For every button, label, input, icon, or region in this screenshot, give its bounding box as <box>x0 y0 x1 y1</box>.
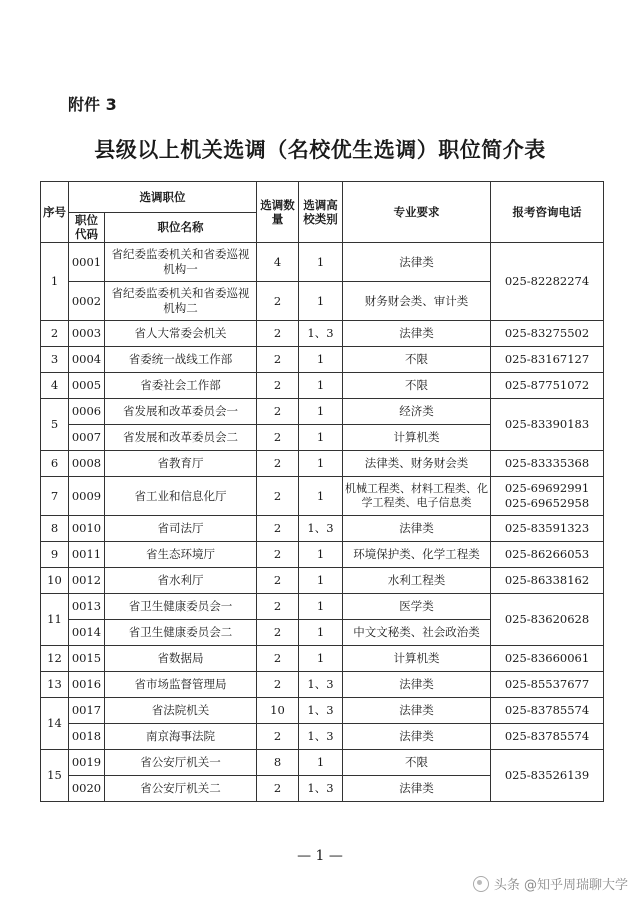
row-type: 1 <box>299 398 343 424</box>
row-type: 1 <box>299 346 343 372</box>
row-code: 0009 <box>69 476 105 515</box>
row-name: 省纪委监委机关和省委巡视机构一 <box>105 242 257 281</box>
row-code: 0007 <box>69 424 105 450</box>
row-name: 省发展和改革委员会二 <box>105 424 257 450</box>
row-code: 0004 <box>69 346 105 372</box>
row-code: 0018 <box>69 723 105 749</box>
row-major: 机械工程类、材料工程类、化学工程类、电子信息类 <box>343 476 491 515</box>
row-count: 2 <box>257 775 299 801</box>
row-major: 经济类 <box>343 398 491 424</box>
row-type: 1 <box>299 645 343 671</box>
row-name: 省市场监督管理局 <box>105 671 257 697</box>
row-code: 0010 <box>69 515 105 541</box>
row-phone: 025-83390183 <box>491 398 604 450</box>
row-name: 省公安厅机关二 <box>105 775 257 801</box>
row-phone: 025-82282274 <box>491 242 604 320</box>
table-row <box>41 372 604 398</box>
row-seq: 7 <box>41 476 69 515</box>
row-phone: 025-83335368 <box>491 450 604 476</box>
row-phone: 025-69692991 <box>504 481 590 496</box>
row-seq: 13 <box>41 671 69 697</box>
row-major: 法律类 <box>343 671 491 697</box>
row-type: 1、3 <box>299 775 343 801</box>
table-row <box>41 476 604 515</box>
row-name: 省数据局 <box>105 645 257 671</box>
row-code: 0015 <box>69 645 105 671</box>
row-seq: 6 <box>41 450 69 476</box>
row-major: 环境保护类、化学工程类 <box>343 541 491 567</box>
table-row <box>41 450 604 476</box>
row-phone: 025-83591323 <box>491 515 604 541</box>
row-phone: 025-83167127 <box>491 346 604 372</box>
header-school-type: 选调高校类别 <box>299 182 343 243</box>
row-name: 省卫生健康委员会二 <box>105 619 257 645</box>
row-code: 0011 <box>69 541 105 567</box>
table-row <box>41 567 604 593</box>
annex-label: 附件 3 <box>68 95 117 114</box>
row-major: 不限 <box>343 749 491 775</box>
table-row <box>41 671 604 697</box>
row-phone: 025-83660061 <box>491 645 604 671</box>
row-major: 财务财会类、审计类 <box>343 281 491 320</box>
row-count: 2 <box>257 450 299 476</box>
watermark <box>473 874 628 893</box>
row-type: 1、3 <box>299 320 343 346</box>
row-name: 省法院机关 <box>105 697 257 723</box>
header-seq: 序号 <box>41 182 69 243</box>
row-seq: 10 <box>41 567 69 593</box>
header-phone: 报考咨询电话 <box>491 182 604 243</box>
row-type: 1 <box>299 593 343 619</box>
row-count: 2 <box>257 567 299 593</box>
row-name: 省教育厅 <box>105 450 257 476</box>
table-row <box>41 242 604 281</box>
row-code: 0006 <box>69 398 105 424</box>
row-phone: 025-86338162 <box>491 567 604 593</box>
row-seq: 9 <box>41 541 69 567</box>
row-major: 法律类 <box>343 775 491 801</box>
row-seq: 3 <box>41 346 69 372</box>
row-code: 0005 <box>69 372 105 398</box>
row-code: 0001 <box>69 242 105 281</box>
row-count: 10 <box>257 697 299 723</box>
row-type: 1、3 <box>299 697 343 723</box>
row-type: 1、3 <box>299 671 343 697</box>
table-row <box>41 346 604 372</box>
row-seq: 2 <box>41 320 69 346</box>
row-major: 计算机类 <box>343 645 491 671</box>
row-type: 1 <box>299 476 343 515</box>
watermark-text: 头条 @知乎周瑞聊大学 <box>493 878 628 893</box>
row-type: 1 <box>299 619 343 645</box>
header-count: 选调数量 <box>257 182 299 243</box>
table-row <box>41 320 604 346</box>
row-code: 0008 <box>69 450 105 476</box>
page-number: — 1 — <box>297 848 343 864</box>
row-seq: 12 <box>41 645 69 671</box>
page-title: 县级以上机关选调（名校优生选调）职位简介表 <box>94 137 546 162</box>
header-name: 职位名称 <box>105 213 257 243</box>
row-code: 0017 <box>69 697 105 723</box>
row-major: 法律类、财务财会类 <box>343 450 491 476</box>
row-type: 1 <box>299 450 343 476</box>
row-count: 2 <box>257 541 299 567</box>
row-count: 2 <box>257 619 299 645</box>
row-name: 省司法厅 <box>105 515 257 541</box>
row-name: 省人大常委会机关 <box>105 320 257 346</box>
table-row <box>41 398 604 424</box>
row-code: 0020 <box>69 775 105 801</box>
row-name: 省委社会工作部 <box>105 372 257 398</box>
row-major: 法律类 <box>343 697 491 723</box>
row-code: 0016 <box>69 671 105 697</box>
header-code: 职位代码 <box>69 213 105 243</box>
row-major: 不限 <box>343 372 491 398</box>
row-phone-secondary: 025-69652958 <box>504 495 590 510</box>
row-count: 4 <box>257 242 299 281</box>
row-type: 1 <box>299 567 343 593</box>
table-row <box>41 645 604 671</box>
row-phone: 025-86266053 <box>491 541 604 567</box>
table-row <box>41 697 604 723</box>
row-phone: 025-83785574 <box>491 697 604 723</box>
row-major: 法律类 <box>343 320 491 346</box>
row-major: 不限 <box>343 346 491 372</box>
row-type: 1、3 <box>299 723 343 749</box>
table-row <box>41 593 604 619</box>
row-type: 1、3 <box>299 515 343 541</box>
row-code: 0013 <box>69 593 105 619</box>
row-phone: 025-83275502 <box>491 320 604 346</box>
row-count: 2 <box>257 671 299 697</box>
row-seq: 14 <box>41 697 69 749</box>
row-count: 2 <box>257 476 299 515</box>
table-row <box>41 541 604 567</box>
row-type: 1 <box>299 242 343 281</box>
row-name: 省卫生健康委员会一 <box>105 593 257 619</box>
row-name: 省纪委监委机关和省委巡视机构二 <box>105 281 257 320</box>
row-count: 8 <box>257 749 299 775</box>
row-seq: 15 <box>41 749 69 801</box>
row-major: 法律类 <box>343 723 491 749</box>
row-phone: 025-85537677 <box>491 671 604 697</box>
position-table <box>40 181 604 802</box>
row-name: 省公安厅机关一 <box>105 749 257 775</box>
row-count: 2 <box>257 723 299 749</box>
row-code: 0002 <box>69 281 105 320</box>
row-count: 2 <box>257 424 299 450</box>
table-row <box>41 723 604 749</box>
table-row <box>41 515 604 541</box>
row-name: 省工业和信息化厅 <box>105 476 257 515</box>
header-position-group: 选调职位 <box>69 182 257 213</box>
row-count: 2 <box>257 398 299 424</box>
row-code: 0003 <box>69 320 105 346</box>
row-count: 2 <box>257 515 299 541</box>
row-type: 1 <box>299 424 343 450</box>
row-name: 省生态环境厅 <box>105 541 257 567</box>
row-count: 2 <box>257 320 299 346</box>
row-count: 2 <box>257 593 299 619</box>
row-count: 2 <box>257 645 299 671</box>
header-major: 专业要求 <box>343 182 491 243</box>
row-major: 法律类 <box>343 242 491 281</box>
row-seq: 8 <box>41 515 69 541</box>
row-type: 1 <box>299 541 343 567</box>
row-phone: 025-83785574 <box>491 723 604 749</box>
row-count: 2 <box>257 281 299 320</box>
table-row <box>41 749 604 775</box>
row-phone: 025-83526139 <box>491 749 604 801</box>
row-seq: 5 <box>41 398 69 450</box>
row-code: 0012 <box>69 567 105 593</box>
row-seq: 4 <box>41 372 69 398</box>
row-code: 0019 <box>69 749 105 775</box>
row-code: 0014 <box>69 619 105 645</box>
row-major: 医学类 <box>343 593 491 619</box>
watermark-logo-icon <box>473 876 489 892</box>
row-major: 计算机类 <box>343 424 491 450</box>
row-phone-cell <box>491 476 604 515</box>
row-seq: 1 <box>41 242 69 320</box>
row-major: 法律类 <box>343 515 491 541</box>
row-major: 中文文秘类、社会政治类 <box>343 619 491 645</box>
row-seq: 11 <box>41 593 69 645</box>
row-count: 2 <box>257 372 299 398</box>
row-name: 省水利厅 <box>105 567 257 593</box>
row-type: 1 <box>299 372 343 398</box>
row-count: 2 <box>257 346 299 372</box>
row-name: 南京海事法院 <box>105 723 257 749</box>
row-type: 1 <box>299 281 343 320</box>
row-name: 省发展和改革委员会一 <box>105 398 257 424</box>
row-name: 省委统一战线工作部 <box>105 346 257 372</box>
row-type: 1 <box>299 749 343 775</box>
row-phone: 025-83620628 <box>491 593 604 645</box>
row-phone: 025-87751072 <box>491 372 604 398</box>
row-major: 水利工程类 <box>343 567 491 593</box>
